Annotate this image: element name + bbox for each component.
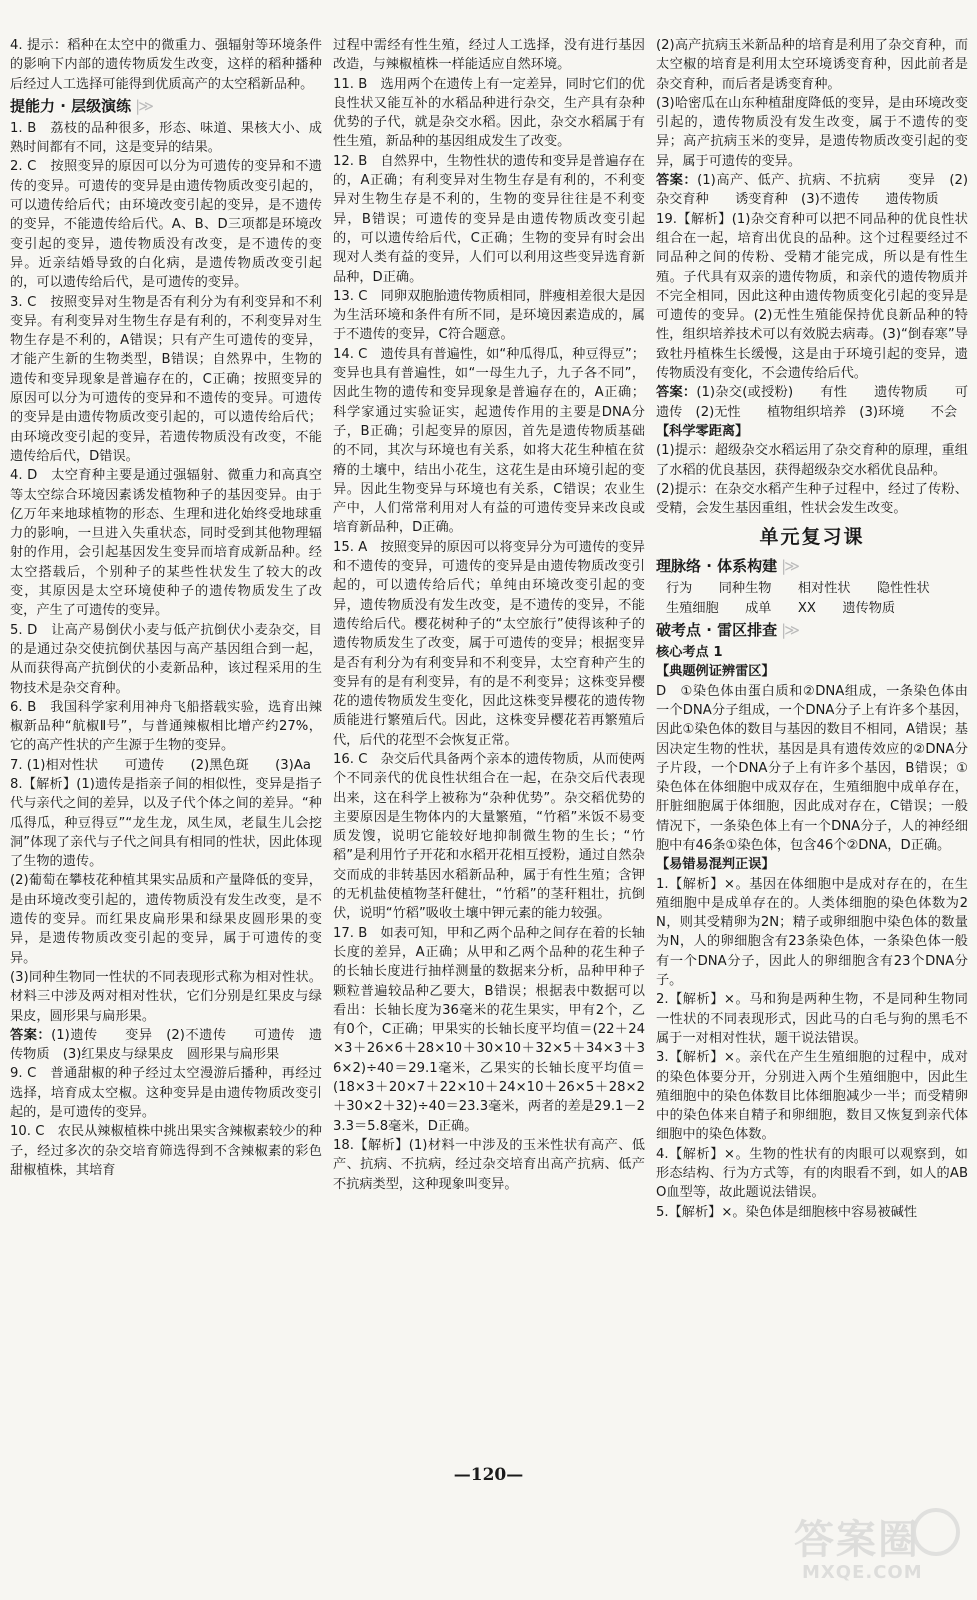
- answer-item: 3. C 按照变异对生物是否有利分为有利变异和不利变异。有利变异对生物生存是有利的，不利变异对生物生存是不利的，A错误；只有产生可遗传的变异，才能产生新的生物类型，B错误；自然界中，生物的遗传和变异现象是普遍存在的，C正确；按照变异的原因可以分为可遗传的变异和不遗传的变异。可遗传的变异是由遗传物质改变引起的，可以遗传给后代；由环境改变引起的变异，若遗传物质没有改变，不能遗传给后代，D错误。: [10, 294, 322, 464]
- answer-item: 1.【解析】×。基因在体细胞中是成对存在的，在生殖细胞中是成单存在的。人类体细胞的染色体数为2N，则其受精卵为2N；精子或卵细胞中染色体的数量为N，人的卵细胞含有23条染色体，一条染色体一般有一个DNA分子，因此人的卵细胞含有23个DNA分子。: [656, 876, 968, 989]
- subsection-label: 【科学零距离】: [656, 423, 749, 439]
- answer-item: 10. C 农民从辣椒植株中挑出果实含辣椒素较少的种子，经过多次的杂交培育筛选得到不含辣椒素的彩色甜椒植株，其培育: [10, 1124, 322, 1178]
- answer-item: 13. C 同卵双胞胎遗传物质相同，胖瘦相差很大是因为生活环境和条件有所不同，是环境因素造成的，属于不遗传的变异，C符合题意。: [333, 288, 645, 343]
- column-left: [10, 36, 322, 1180]
- answer-item: (3)哈密瓜在山东种植甜度降低的变异，是由环境改变引起的，遗传物质没有发生改变，属于不遗传的变异；高产抗病玉米的变异，是遗传物质改变引起的变异，属于可遗传的变异。: [656, 95, 968, 169]
- section-heading: [656, 620, 968, 640]
- answer-item: 12. B 自然界中，生物性状的遗传和变异是普遍存在的，A正确；有利变异对生物生存是有利的，不利变异对生物生存是不利的，生物的变异往往是不利变异，B错误；可遗传的变异是由遗传物质改变引起的，可以遗传给后代，C正确；生物的变异有时会出现对人类有益的变异，人们可以利用这些变异选育新品种，D正确。: [333, 153, 645, 285]
- concept-map-terms: 行为 同种生物 相对性状 隐性性状: [666, 581, 930, 597]
- answer-item: 4.【解析】×。生物的性状有的肉眼可以观察到，如形态结构、行为方式等，有的肉眼看不到，如人的ABO血型等，故此题说法错误。: [656, 1146, 968, 1201]
- unit-title: 单元复习课: [759, 526, 865, 549]
- answer-text: (1)高产、低产、抗病、不抗病 变异 (2)杂交育种 诱变育种 (3)不遗传 遗传物质: [656, 173, 969, 208]
- answer-item: (2)提示：在杂交水稻产生种子过程中，经过了传粉、受精，会发生基因重组，性状会发生改变。: [656, 481, 968, 517]
- answer-item: 4. 提示：稻种在太空中的微重力、强辐射等环境条件的影响下内部的遗传物质发生改变，这样的稻种播种后经过人工选择可能得到优质高产的太空稻新品种。: [10, 38, 322, 92]
- answer-item: (3)同种生物同一性状的不同表现形式称为相对性状。材料三中涉及两对相对性状，它们分别是红果皮与绿果皮，圆形果与扁形果。: [10, 969, 322, 1024]
- answer-line: [656, 171, 968, 210]
- answer-line: [656, 383, 968, 422]
- answer-item: 16. C 杂交后代具备两个亲本的遗传物质，从而使两个不同亲代的优良性状组合在一起，在杂交后代表现出来，这在科学上被称为“杂种优势”。杂交稻优势的主要原因是生物体内的大量繁殖，“竹稻”米饭不易变质发馊，说明它能较好地抑制微生物的生长；“竹稻”是利用竹子开花和水稻开花相互授粉，通过自然杂交而成的非转基因水稻新品种，属于有性生殖；含钾的无机盐使植物茎秆健壮，“竹稻”的茎秆粗壮，抗倒伏，说明“竹稻”吸收土壤中钾元素的能力较强。: [333, 751, 645, 922]
- answer-label: 答案：: [656, 385, 697, 401]
- answer-item: 5.【解析】×。染色体是细胞核中容易被碱性: [656, 1204, 918, 1220]
- answer-item: 19.【解析】(1)杂交育种可以把不同品种的优良性状组合在一起，培育出优良的品种。这个过程要经过不同品种之间的传粉、受精才能完成，所以是有性生殖。子代具有双亲的遗传物质，和亲代的遗传物质并不完全相同，因此这种由遗传物质变化引起的变异是可遗传的变异。(2)无性生殖能保持优良新品种的特性，组织培养技术可以有效脱去病毒。(3)“倒春寒”导致牡丹植株生长缓慢，这是由于环境引起的变异，遗传物质没有变化，不会遗传给后代。: [656, 211, 968, 382]
- answer-item: 18.【解析】(1)材料一中涉及的玉米性状有高产、低产、抗病、不抗病，经过杂交培育出高产抗病、低产不抗病类型，这种现象叫变异。: [333, 1137, 645, 1192]
- answer-item: 3.【解析】×。亲代在产生生殖细胞的过程中，成对的染色体要分开，分别进入两个生殖细胞中，因此生殖细胞中的染色体数目比体细胞减少一半；而受精卵中的染色体来自精子和卵细胞，数目又恢复到亲代体细胞中的染色体数。: [656, 1050, 968, 1143]
- heading-arrow-icon: |≫: [135, 96, 152, 115]
- page-number: —120—: [453, 1465, 524, 1485]
- answer-item: 过程中需经有性生殖，经过人工选择，没有进行基因改造，与辣椒植株一样能适应自然环境。: [333, 38, 645, 73]
- concept-map-terms: 生殖细胞 成单 XX 遗传物质: [666, 600, 896, 616]
- column-middle: [333, 36, 645, 1194]
- watermark-logo: [786, 1500, 961, 1590]
- answer-item: (1)提示：超级杂交水稻运用了杂交育种的原理，重组了水稻的优良基因，获得超级杂交水稻优良品种。: [656, 443, 968, 478]
- answer-item: (2)葡萄在攀枝花种植其果实品质和产量降低的变异，是由环境改变引起的，遗传物质没有发生改变，是不遗传的变异。而红果皮扁形果和绿果皮圆形果的变异，是遗传物质改变引起的变异，属于可遗传的变异。: [10, 873, 322, 966]
- subsection-label: 【易错易混判正误】: [656, 857, 775, 873]
- watermark-text: 答案圈: [794, 1517, 920, 1563]
- answer-item: 6. B 我国科学家利用神舟飞船搭载实验，选育出辣椒新品种“航椒Ⅱ号”，与普通辣椒相比增产约27%，它的高产性状的产生源于生物的变异。: [10, 699, 322, 754]
- answer-item: (2)高产抗病玉米新品种的培育是利用了杂交育种，而太空椒的培育是利用太空环境诱变育种，因此前者是杂交育种，而后者是诱变育种。: [656, 38, 968, 92]
- answer-line: [10, 1026, 322, 1065]
- answer-item: D ①染色体由蛋白质和②DNA组成，一条染色体由一个DNA分子组成，一个DNA分子上有许多个基因，因此①染色体的数目与基因的数目不相同，A错误；基因决定生物的性状，基因是具有遗传效应的②DNA分子片段，一个DNA分子上有许多个基因，B错误；①染色体在体细胞中成双存在，生殖细胞中成单存在，肝脏细胞属于体细胞，因此成对存在，C错误；一般情况下，一条染色体上有一个DNA分子，人的神经细胞中有46条①染色体，包含46个②DNA，D正确。: [656, 683, 968, 853]
- heading-arrow-icon: |≫: [781, 557, 798, 576]
- section-heading-text: 提能力 · 层级演练: [10, 96, 132, 115]
- answer-item: 5. D 让高产易倒伏小麦与低产抗倒伏小麦杂交，目的是通过杂交使抗倒伏基因与高产基因组合到一起，从而获得高产抗倒伏的小麦新品种，该过程采用的生物技术是杂交育种。: [10, 622, 322, 696]
- section-heading: [10, 96, 322, 116]
- answer-text: (1)遗传 变异 (2)不遗传 可遗传 遗传物质 (3)红果皮与绿果皮 圆形果与扁形果: [10, 1027, 323, 1063]
- answer-item: 2.【解析】×。马和狗是两种生物，不是同种生物同一性状的不同表现形式，因此马的白毛与狗的黑毛不属于一对相对性状，题干说法错误。: [656, 992, 968, 1046]
- subsection-label: 【典题例证辨雷区】: [656, 664, 775, 680]
- answer-label: 答案：: [656, 173, 698, 189]
- section-heading-text: 理脉络 · 体系构建: [656, 557, 778, 576]
- watermark-url: MXQE.COM: [802, 1562, 923, 1583]
- section-heading-text: 破考点 · 雷区排查: [656, 621, 778, 640]
- answer-item: 4. D 太空育种主要是通过强辐射、微重力和高真空等太空综合环境因素诱发植物种子的基因变异。由于亿万年来地球植物的形态、生理和进化始终受地球重力的影响，一旦进入失重状态，同时受到其他物理辐射的作用，会引起基因发生变异而培育成新品种。经太空搭载后，个别种子的某些性状发生了较大的改变，其原因是太空环境使种子的遗传物质发生了改变，产生了可遗传的变异。: [10, 468, 322, 619]
- answer-item: 8.【解析】(1)遗传是指亲子间的相似性，变异是指子代与亲代之间的差异，以及子代个体之间的差异。“种瓜得瓜，种豆得豆”“龙生龙，凤生凤，老鼠生儿会挖洞”体现了亲代与子代之间具有相同的性状，因此体现了生物的遗传。: [10, 776, 322, 870]
- answer-item: 17. B 如表可知，甲和乙两个品种之间存在着的长轴长度的差异，A正确；从甲和乙两个品种的花生种子的长轴长度进行抽样测量的数据来分析，品种甲种子颗粒普遍较品种乙要大，B错误；根据表中数据可以看出：长轴长度为36毫米的花生果实，甲有2个，乙有0个，C正确；甲果实的长轴长度平均值＝(22＋24×3＋26×6＋28×10＋30×10＋32×5＋34×3＋36×2)÷40＝29.1毫米，乙果实的长轴长度平均值＝(18×3＋20×7＋22×10＋24×10＋26×5＋28×2＋30×2＋32)÷40＝23.3毫米，两者的差是29.1－23.3＝5.8毫米，D正确。: [333, 925, 645, 1134]
- heading-arrow-icon: |≫: [781, 621, 798, 640]
- section-heading: [656, 556, 968, 576]
- answer-item: 14. C 遗传具有普遍性，如“种瓜得瓜，种豆得豆”；变异也具有普遍性，如“一母生九子，九子各不同”，因此生物的遗传和变异现象是普遍存在的，A正确；科学家通过实验证实，起遗传作用的主要是DNA分子，B正确；引起变异的原因，首先是遗传物质基础的不同，其次与环境也有关系，如将大花生种植在贫瘠的土壤中，结出小花生，这花生是由环境引起的变异。因此生物变异与环境也有关系，C错误；农业生产中，人们常常利用对人有益的可遗传变异来改良或培育新品种，D正确。: [333, 346, 645, 536]
- answer-item: 1. B 荔枝的品种很多，形态、味道、果核大小、成熟时间都有不同，这是变异的结果。: [10, 120, 322, 156]
- answer-item: 15. A 按照变异的原因可以将变异分为可遗传的变异和不遗传的变异，可遗传的变异是由遗传物质改变引起的，可以遗传给后代；单纯由环境改变引起的变异，遗传物质没有发生改变，是不遗传的变异，不能遗传给后代。樱花树种子的“太空旅行”使得该种子的遗传物质发生了改变，属于可遗传的变异；根据变异是否有利分为有利变异和不利变异，太空育种产生的变异有的是有利变异，有的是不利变异；这株变异樱花的遗传物质发生变化，因此这株变异樱花的遗传物质能进行繁殖后代。因此，这株变异樱花若再繁殖后代，后代的花型不会恢复正常。: [333, 539, 645, 748]
- answer-text: (1)杂交(或授粉) 有性 遗传物质 可遗传 (2)无性 植物组织培养 (3)环境 不会: [656, 385, 969, 420]
- answer-item: 7. (1)相对性状 可遗传 (2)黑色斑 (3)Aa: [10, 757, 311, 773]
- answer-item: 11. B 选用两个在遗传上有一定差异，同时它们的优良性状又能互补的水稻品种进行杂交，生产具有杂种优势的子代，就是杂交水稻。因此，杂交水稻属于有性生殖，新品种的基因组成发生了改变。: [333, 76, 645, 150]
- subsection-label: 核心考点 1: [656, 645, 723, 661]
- answer-label: 答案：: [10, 1027, 52, 1043]
- answer-item: 2. C 按照变异的原因可以分为可遗传的变异和不遗传的变异。可遗传的变异是由遗传物质改变引起的，可以遗传给后代；由环境改变引起的变异，是不遗传的变异，不能遗传给后代。A、B、D三项都是环境改变引起的变异，遗传物质没有改变，是不遗传的变异。近亲结婚导致的白化病，是遗传物质改变引起的，可以遗传给后代，是可遗传的变异。: [10, 159, 322, 291]
- column-right: [656, 36, 968, 1222]
- answer-item: 9. C 普通甜椒的种子经过太空漫游后播种，再经过选择，培育成太空椒。这种变异是由遗传物质改变引起的，是可遗传的变异。: [10, 1066, 322, 1121]
